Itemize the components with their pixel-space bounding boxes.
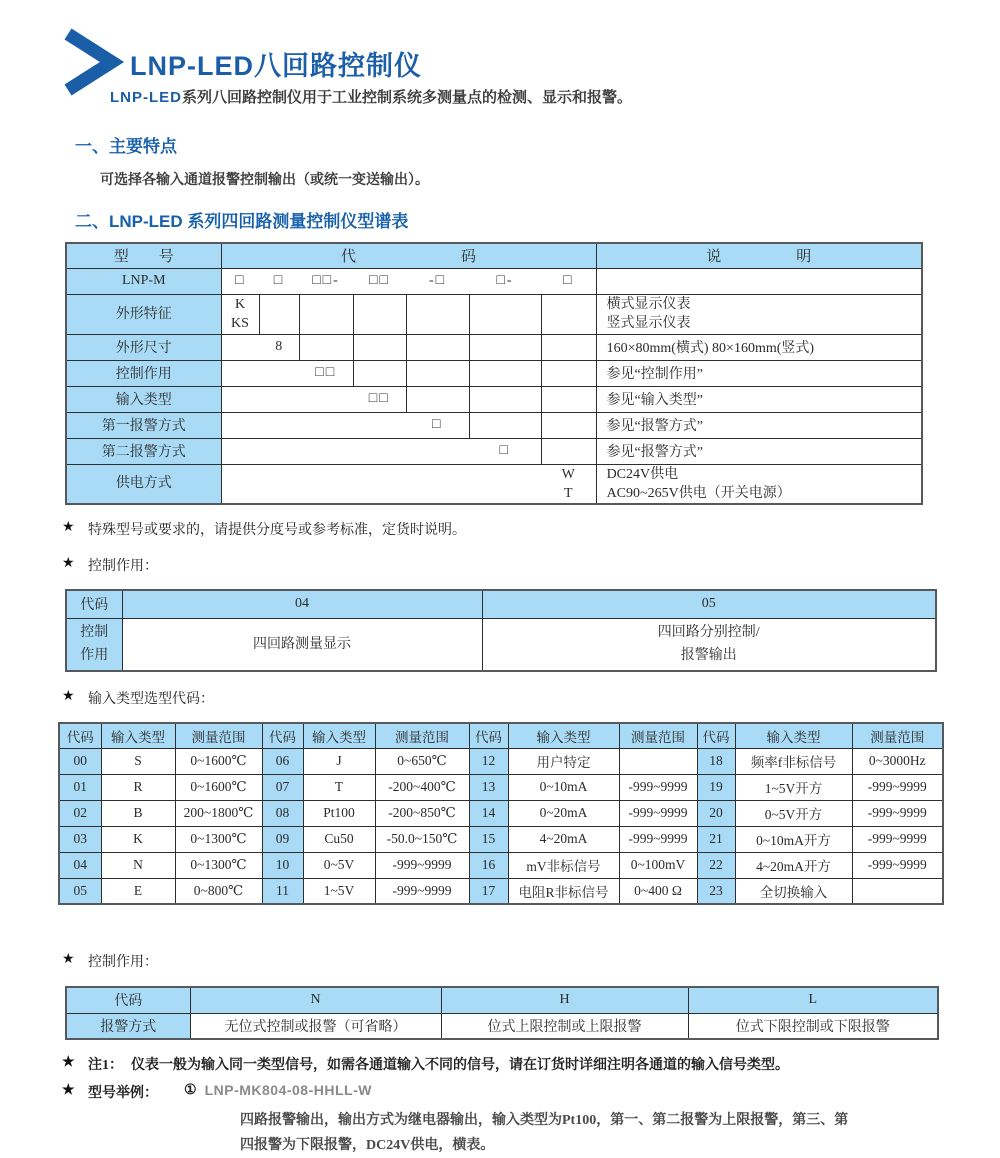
code-cell: □□ — [299, 360, 353, 386]
star-icon: ★ — [62, 1055, 75, 1070]
code-H: H — [441, 987, 688, 1013]
star-icon: ★ — [62, 952, 75, 967]
alarm-L: 位式下限控制或下限报警 — [688, 1013, 938, 1039]
star-icon: ★ — [62, 556, 75, 571]
chevron-logo-icon — [62, 30, 124, 94]
row-label: 报警方式 — [66, 1013, 190, 1039]
footnote-1: ★ 注1： 仪表一般为输入同一类型信号，如需各通道输入不同的信号，请在订货时详细注明各通道的输入信号类型。 — [62, 1055, 789, 1073]
col-header-type: 输入类型 — [303, 723, 375, 748]
row-label: 第二报警方式 — [66, 438, 221, 464]
code-col-header: 代 码 — [221, 243, 596, 268]
input-table-heading: ★ 输入类型选型代码： — [62, 689, 214, 707]
footnote-example: ★ 型号举例： ① LNP-MK804-08-HHLL-W — [62, 1082, 372, 1101]
code-L: L — [688, 987, 938, 1013]
col-header-code: 代码 — [262, 723, 303, 748]
star-icon: ★ — [62, 689, 75, 704]
code-box-cell: □ — [221, 268, 259, 294]
action-table-heading: ★ 控制作用： — [62, 556, 158, 574]
code-box-cell: -□ — [406, 268, 469, 294]
desc-cell: 参见“输入类型” — [596, 386, 922, 412]
example-model-number: LNP-MK804-08-HHLL-W — [204, 1082, 372, 1098]
table-row: 02 B 200~1800℃ 08 Pt100 -200~850℃ 14 0~20mA -999~9999 20 0~5V开方 -999~9999 — [59, 800, 943, 826]
star-icon: ★ — [62, 520, 75, 535]
subtitle-text: 系列八回路控制仪用于工业控制系统多测量点的检测、显示和报警。 — [182, 90, 633, 106]
row-label: 第一报警方式 — [66, 412, 221, 438]
row-label: 控制 作用 — [66, 618, 122, 671]
row-label: 外形尺寸 — [66, 334, 221, 360]
action-05: 四回路分别控制/ 报警输出 — [482, 618, 936, 671]
code-box-cell: □□ — [353, 268, 406, 294]
code-N: N — [190, 987, 441, 1013]
alarm-table-heading: ★ 控制作用： — [62, 952, 158, 970]
alarm-mode-table — [65, 986, 939, 1040]
desc-cell: 横式显示仪表 竖式显示仪表 — [596, 294, 922, 334]
code-box-cell: □□- — [299, 268, 353, 294]
code-cell: W T — [541, 464, 596, 504]
code-box-cell: □ — [541, 268, 596, 294]
desc-cell: DC24V供电 AC90~265V供电（开关电源） — [596, 464, 922, 504]
desc-cell: 参见“控制作用” — [596, 360, 922, 386]
desc-cell — [596, 268, 922, 294]
col-header-code: 代码 — [697, 723, 735, 748]
alarm-N: 无位式控制或报警（可省略） — [190, 1013, 441, 1039]
code-cell: □□ — [353, 386, 406, 412]
star-icon: ★ — [62, 1083, 75, 1098]
page-subtitle — [110, 86, 632, 107]
desc-cell: 参见“报警方式” — [596, 438, 922, 464]
brand-name: LNP-LED — [110, 89, 182, 106]
code-label: 代码 — [66, 590, 122, 618]
table-row: 04 N 0~1300℃ 10 0~5V -999~9999 16 mV非标信号 0~100mV 22 4~20mA开方 -999~9999 — [59, 852, 943, 878]
page-title: LNP-LED八回路控制仪 — [130, 51, 422, 81]
control-action-table — [65, 589, 937, 672]
circled-one-icon: ① — [184, 1083, 197, 1098]
col-header-type: 输入类型 — [101, 723, 175, 748]
example-description-line1: 四路报警输出，输出方式为继电器输出，输入类型为Pt100，第一、第二报警为上限报警，第三、第 — [240, 1113, 849, 1128]
table-row: 03 K 0~1300℃ 09 Cu50 -50.0~150℃ 15 4~20mA -999~9999 21 0~10mA开方 -999~9999 — [59, 826, 943, 852]
row-label: 供电方式 — [66, 464, 221, 504]
table-row: 05 E 0~800℃ 11 1~5V -999~9999 17 电阻R非标信号 0~400 Ω 23 全切换输入 — [59, 878, 943, 904]
alarm-H: 位式上限控制或上限报警 — [441, 1013, 688, 1039]
model-spec-table — [65, 242, 923, 505]
page-header — [58, 0, 942, 120]
col-header-range: 测量范围 — [375, 723, 469, 748]
note-special: ★ 特殊型号或要求的，请提供分度号或参考标准，定货时说明。 — [62, 520, 466, 538]
code-cell: □ — [406, 412, 469, 438]
code-box-cell: □- — [469, 268, 541, 294]
row-label: 输入类型 — [66, 386, 221, 412]
section1-body: 可选择各输入通道报警控制输出（或统一变送输出）。 — [100, 173, 429, 188]
section2-heading: 二、LNP-LED 系列四回路测量控制仪型谱表 — [75, 212, 409, 231]
code-cell: □ — [469, 438, 541, 464]
code-05: 05 — [482, 590, 936, 618]
row-label: 控制作用 — [66, 360, 221, 386]
desc-cell: 160×80mm(横式) 80×160mm(竖式) — [596, 334, 922, 360]
col-header-code: 代码 — [59, 723, 101, 748]
col-header-code: 代码 — [469, 723, 508, 748]
code-cell: 8 — [259, 334, 299, 360]
code-label: 代码 — [66, 987, 190, 1013]
input-type-table — [58, 722, 944, 905]
col-header-range: 测量范围 — [852, 723, 943, 748]
section1-heading: 一、主要特点 — [75, 137, 177, 156]
col-header-type: 输入类型 — [508, 723, 619, 748]
row-label: 外形特征 — [66, 294, 221, 334]
col-header-range: 测量范围 — [175, 723, 262, 748]
action-04: 四回路测量显示 — [122, 618, 482, 671]
desc-cell: 参见“报警方式” — [596, 412, 922, 438]
code-cell: K KS — [221, 294, 259, 334]
table-row: 01 R 0~1600℃ 07 T -200~400℃ 13 0~10mA -999~9999 19 1~5V开方 -999~9999 — [59, 774, 943, 800]
col-header-type: 输入类型 — [735, 723, 852, 748]
col-header-range: 测量范围 — [619, 723, 697, 748]
code-box-cell: □ — [259, 268, 299, 294]
table-row: 00 S 0~1600℃ 06 J 0~650℃ 12 用户特定 18 频率f非标信号 0~3000Hz — [59, 748, 943, 774]
code-04: 04 — [122, 590, 482, 618]
example-description-line2: 四报警为下限报警，DC24V供电，横表。 — [240, 1138, 495, 1153]
model-name: LNP-M — [66, 268, 221, 294]
desc-col-header: 说 明 — [596, 243, 922, 268]
model-col-header: 型 号 — [66, 243, 221, 268]
